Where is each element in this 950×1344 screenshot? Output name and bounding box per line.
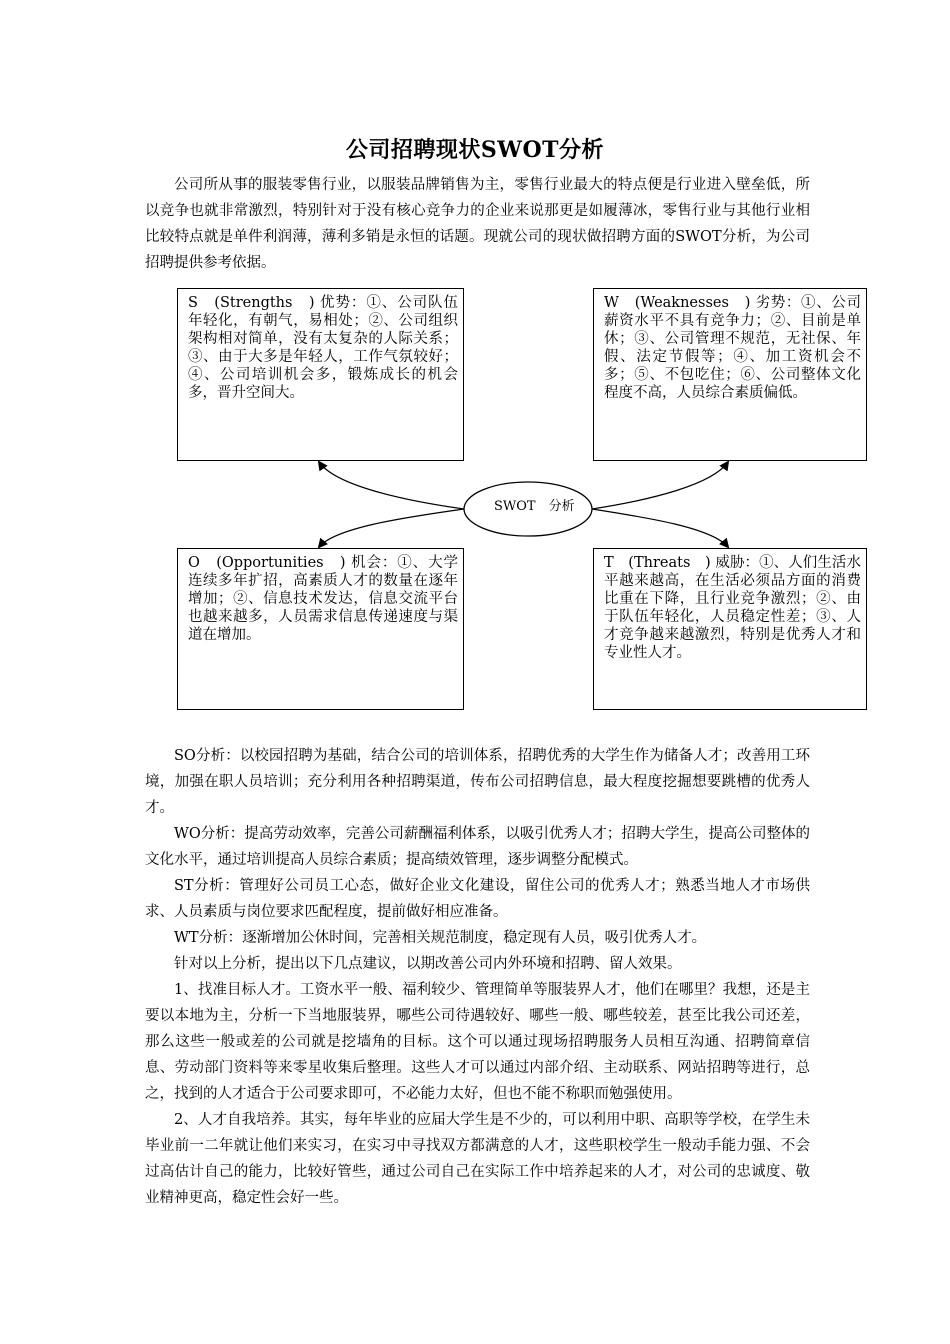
st-analysis-paragraph: ST分析：管理好公司员工心态，做好企业文化建设，留住公司的优秀人才；熟悉当地人才市场供求、人员素质与岗位要求匹配程度，提前做好相应准备。 bbox=[145, 878, 810, 920]
analysis-section bbox=[145, 743, 810, 1211]
suggestion-2-paragraph: 2、人才自我培养。其实，每年毕业的应届大学生是不少的，可以利用中职、高职等学校，在学生未毕业前一二年就让他们来实习，在实习中寻找双方都满意的人才，这些职校学生一般动手能力强、不会过高估计自己的能力，比较好管些，通过公司自己在实际工作中培养起来的人才，对公司的忠诚度、敬业精神更高，稳定性会好一些。 bbox=[145, 1112, 810, 1206]
weaknesses-box bbox=[593, 288, 867, 461]
threats-box bbox=[593, 548, 867, 710]
swot-center-label: SWOT 分析 bbox=[494, 499, 575, 514]
arrow-to-threats bbox=[592, 509, 728, 547]
wt-analysis-paragraph: WT分析：逐渐增加公休时间，完善相关规范制度，稳定现有人员，吸引优秀人才。 bbox=[174, 930, 707, 946]
page-title: 公司招聘现状SWOT分析 bbox=[345, 137, 605, 163]
suggestion-1-paragraph: 1、找准目标人才。工资水平一般、福利较少、管理简单等服装界人才，他们在哪里？我想，还是主要以本地为主，分析一下当地服装界，哪些公司待遇较好、哪些一般、哪些较差，甚至比我公司还差，那么这些一般或差的公司就是挖墙角的目标。这个可以通过现场招聘服务人员相互沟通、招聘简章信息、劳动部门资料等来零星收集后整理。这些人才可以通过内部介绍、主动联系、网站招聘等进行，总之，找到的人才适合于公司要求即可，不必能力太好，但也不能不称职而勉强使用。 bbox=[145, 982, 810, 1102]
strengths-text: S (Strengths ) 优势：①、公司队伍年轻化，有朝气，易相处；②、公司组织架构相对简单，没有太复杂的人际关系；③、由于大多是年轻人，工作气氛较好；④、公司培训机会多，锻炼成长的机会多，晋升空间大。 bbox=[188, 295, 458, 401]
threats-text: T (Threats ) 威胁：①、人们生活水平越来越高，在生活必须品方面的消费比重在下降，且行业竞争激烈；②、由于队伍年轻化，人员稳定性差；③、人才竞争越来越激烈，特别是优秀人才和专业性人才。 bbox=[604, 555, 861, 661]
arrow-to-opportunities bbox=[319, 509, 464, 547]
intro-paragraph: 公司所从事的服装零售行业，以服装品牌销售为主，零售行业最大的特点便是行业进入壁垒低，所以竞争也就非常激烈，特别针对于没有核心竞争力的企业来说那更是如履薄冰，零售行业与其他行业相比较特点就是单件利润薄，薄利多销是永恒的话题。现就公司的现状做招聘方面的SWOT分析，为公司招聘提供参考依据。 bbox=[145, 177, 810, 271]
opportunities-text: O (Opportunities ) 机会：①、大学连续多年扩招，高素质人才的数量在逐年增加；②、信息技术发达，信息交流平台也越来越多，人员需求信息传递速度与渠道在增加。 bbox=[188, 555, 458, 643]
wo-analysis-paragraph: WO分析：提高劳动效率，完善公司薪酬福利体系，以吸引优秀人才；招聘大学生，提高公司整体的文化水平，通过培训提高人员综合素质；提高绩效管理，逐步调整分配模式。 bbox=[145, 826, 810, 868]
weaknesses-text: W (Weaknesses ) 劣势：①、公司薪资水平不具有竞争力；②、目前是单休；③、公司管理不规范，无社保、年假、法定节假等；④、加工资机会不多；⑤、不包吃住；⑥、公司整体文化程度不高，人员综合素质偏低。 bbox=[604, 295, 861, 401]
arrow-to-weaknesses bbox=[592, 462, 728, 509]
strengths-box bbox=[177, 288, 464, 461]
arrow-to-strengths bbox=[319, 462, 464, 509]
suggestion-intro-paragraph: 针对以上分析，提出以下几点建议，以期改善公司内外环境和招聘、留人效果。 bbox=[174, 956, 682, 972]
so-analysis-paragraph: SO分析：以校园招聘为基础，结合公司的培训体系，招聘优秀的大学生作为储备人才；改善用工环境，加强在职人员培训；充分利用各种招聘渠道，传布公司招聘信息，最大程度挖掘想要跳槽的优秀人才。 bbox=[145, 748, 810, 816]
opportunities-box bbox=[177, 548, 464, 710]
